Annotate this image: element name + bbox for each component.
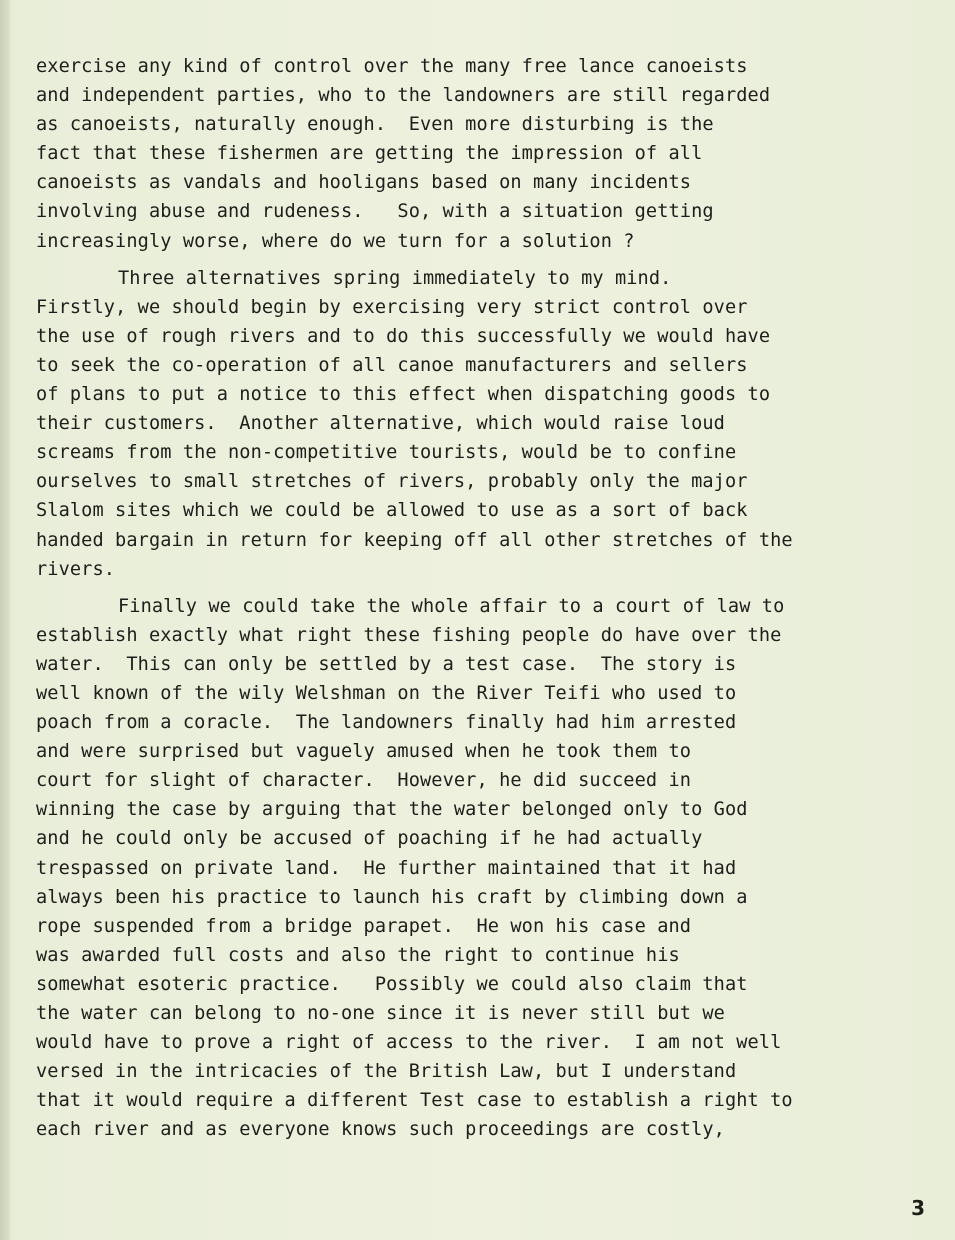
text-line: and he could only be accused of poaching if he had actually bbox=[36, 828, 703, 850]
text-line: Slalom sites which we could be allowed to use as a sort of back bbox=[36, 500, 748, 522]
text-line: handed bargain in return for keeping off all other stretches of the bbox=[36, 529, 793, 551]
text-line: of plans to put a notice to this effect when dispatching goods to bbox=[36, 384, 771, 406]
paragraph-3 bbox=[36, 592, 916, 1145]
text-line: always been his practice to launch his craft by climbing down a bbox=[36, 886, 748, 908]
text-line: establish exactly what right these fishing people do have over the bbox=[36, 624, 782, 646]
paragraph-2 bbox=[36, 264, 916, 584]
text-line: ourselves to small stretches of rivers, probably only the major bbox=[36, 471, 748, 493]
text-line: exercise any kind of control over the many free lance canoeists bbox=[36, 56, 748, 77]
text-line: court for slight of character. However, he did succeed in bbox=[36, 770, 692, 792]
text-line: fact that these fishermen are getting the impression of all bbox=[36, 143, 703, 165]
text-line: water. This can only be settled by a test case. The story is bbox=[36, 653, 737, 675]
text-line: somewhat esoteric practice. Possibly we could also claim that bbox=[36, 973, 748, 995]
text-line: their customers. Another alternative, which would raise loud bbox=[36, 413, 725, 435]
text-line: well known of the wily Welshman on the River Teifi who used to bbox=[36, 682, 737, 704]
text-line: that it would require a different Test case to establish a right to bbox=[36, 1090, 793, 1112]
text-line: to seek the co-operation of all canoe manufacturers and sellers bbox=[36, 354, 748, 376]
text-line: rope suspended from a bridge parapet. He won his case and bbox=[36, 915, 692, 937]
text-line: and independent parties, who to the landowners are still regarded bbox=[36, 85, 771, 107]
text-line: winning the case by arguing that the water belonged only to God bbox=[36, 799, 748, 821]
page-number: 3 bbox=[911, 1196, 925, 1220]
text-line: each river and as everyone knows such proceedings are costly, bbox=[36, 1119, 725, 1141]
text-line: Firstly, we should begin by exercising very strict control over bbox=[36, 296, 748, 318]
text-line: Finally we could take the whole affair to a court of law to bbox=[118, 595, 785, 617]
paragraph-gap bbox=[36, 584, 916, 592]
text-line: and were surprised but vaguely amused when he took them to bbox=[36, 741, 692, 763]
text-line: Three alternatives spring immediately to my mind. bbox=[118, 267, 672, 289]
text-line: was awarded full costs and also the right to continue his bbox=[36, 944, 680, 966]
text-line: trespassed on private land. He further maintained that it had bbox=[36, 857, 737, 879]
text-line: the use of rough rivers and to do this successfully we would have bbox=[36, 325, 771, 347]
text-line: rivers. bbox=[36, 558, 116, 580]
paragraph-gap bbox=[36, 256, 916, 264]
text-line: poach from a coracle. The landowners finally had him arrested bbox=[36, 712, 737, 734]
text-line: canoeists as vandals and hooligans based on many incidents bbox=[36, 172, 692, 194]
text-line: as canoeists, naturally enough. Even more disturbing is the bbox=[36, 114, 714, 136]
text-line: the water can belong to no-one since it is never still but we bbox=[36, 1003, 725, 1024]
text-line: involving abuse and rudeness. So, with a situation getting bbox=[36, 201, 714, 223]
text-line: would have to prove a right of access to the river. I am not well bbox=[36, 1032, 782, 1054]
text-line: screams from the non-competitive tourists, would be to confine bbox=[36, 442, 737, 464]
text-line: increasingly worse, where do we turn for a solution ? bbox=[36, 230, 635, 252]
body-text bbox=[36, 52, 916, 1144]
text-line: versed in the intricacies of the British Law, but I understand bbox=[36, 1061, 737, 1083]
page-binding-edge bbox=[0, 0, 10, 1240]
paragraph-1 bbox=[36, 52, 916, 256]
